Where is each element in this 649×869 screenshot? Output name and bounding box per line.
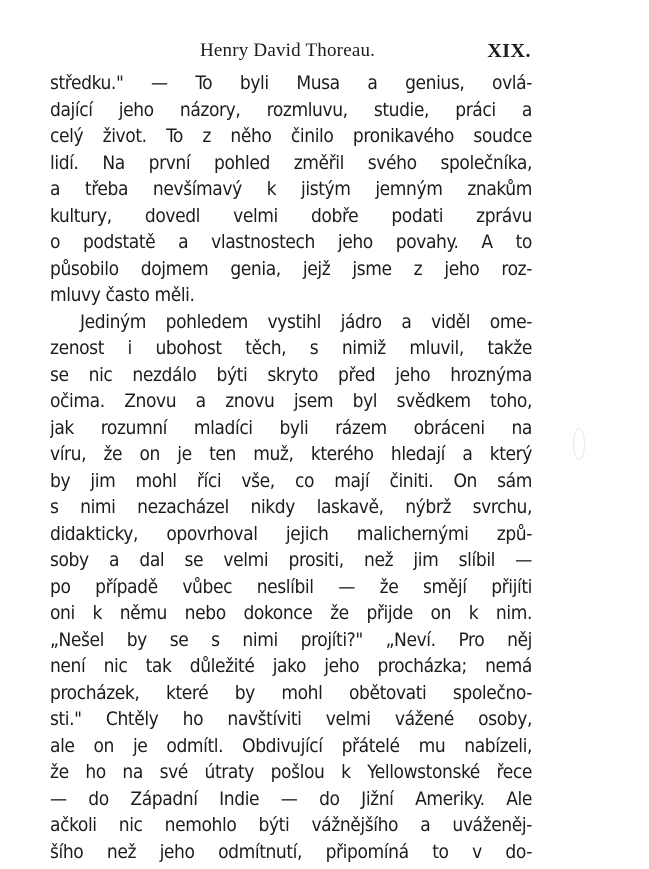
paper-blemish [573, 428, 585, 460]
text-line: kultury, dovedl velmi dobře podati zprávu [50, 204, 532, 227]
page-number: XIX. [487, 40, 531, 62]
text-line: oni k němu nebo dokonce že přijde on k nim. [50, 602, 532, 624]
text-line: a třeba nevšímavý k jistým jemným znakům [50, 178, 532, 200]
text-line: lidí. Na první pohled změřil svého společníka, [50, 151, 532, 174]
text-line: víru, že on je ten muž, kterého hledají a který [50, 443, 532, 465]
text-line: soby a dal se velmi prositi, než jim slíbil — [50, 549, 532, 571]
running-title: Henry David Thoreau. [200, 40, 376, 61]
text-line: by jim mohl říci vše, co mají činiti. On sám [50, 469, 532, 492]
text-line: sti." Chtěly ho navštíviti velmi vážené osoby, [50, 708, 532, 730]
text-line: očima. Znovu a znovu jsem byl svědkem toho, [50, 390, 532, 412]
text-line: se nic nezdálo býti skryto před jeho hroznýma [50, 363, 532, 386]
text-line: zenost i ubohost těch, s nimiž mluvil, takže [50, 337, 532, 359]
text-line: — do Západní Indie — do Jižní Ameriky. Ale [50, 787, 532, 810]
text-line: šího než jeho odmítnutí, připomíná to v do- [50, 840, 532, 863]
text-line: o podstatě a vlastnostech jeho povahy. A to [50, 231, 532, 253]
text-line: není nic tak důležité jako jeho procházka; nemá [50, 655, 532, 677]
text-line: jak rozumní mladíci byli rázem obráceni na [50, 416, 532, 439]
text-line: „Nešel by se s nimi projíti?" „Neví. Pro něj [50, 628, 532, 651]
running-head [0, 40, 649, 66]
text-line: působilo dojmem genia, jejž jsme z jeho roz- [50, 257, 532, 280]
text-line: dající jeho názory, rozmluvu, studie, práci a [50, 98, 532, 121]
body-text [50, 70, 532, 865]
text-line: celý život. To z něho činilo pronikavého soudce [50, 125, 532, 147]
text-line: didakticky, opovrhoval jejich malichernými způ- [50, 522, 532, 545]
text-line: ale on je odmítl. Obdivující přátelé mu nabízeli, [50, 734, 532, 757]
text-line: ačkoli nic nemohlo býti vážnějšího a uváženěj- [50, 814, 532, 836]
text-line: středku." — To byli Musa a genius, ovlá- [50, 72, 532, 94]
text-line: že ho na své útraty pošlou k Yellowstonské řece [50, 761, 532, 783]
text-line: mluvy často měli. [50, 284, 195, 306]
text-line: Jediným pohledem vystihl jádro a viděl ome- [80, 310, 532, 333]
text-line: po případě vůbec neslíbil — že smějí přijíti [50, 575, 532, 598]
text-line: procházek, které by mohl obětovati společno- [50, 681, 532, 704]
text-line: s nimi nezacházel nikdy laskavě, nýbrž svrchu, [50, 496, 532, 518]
